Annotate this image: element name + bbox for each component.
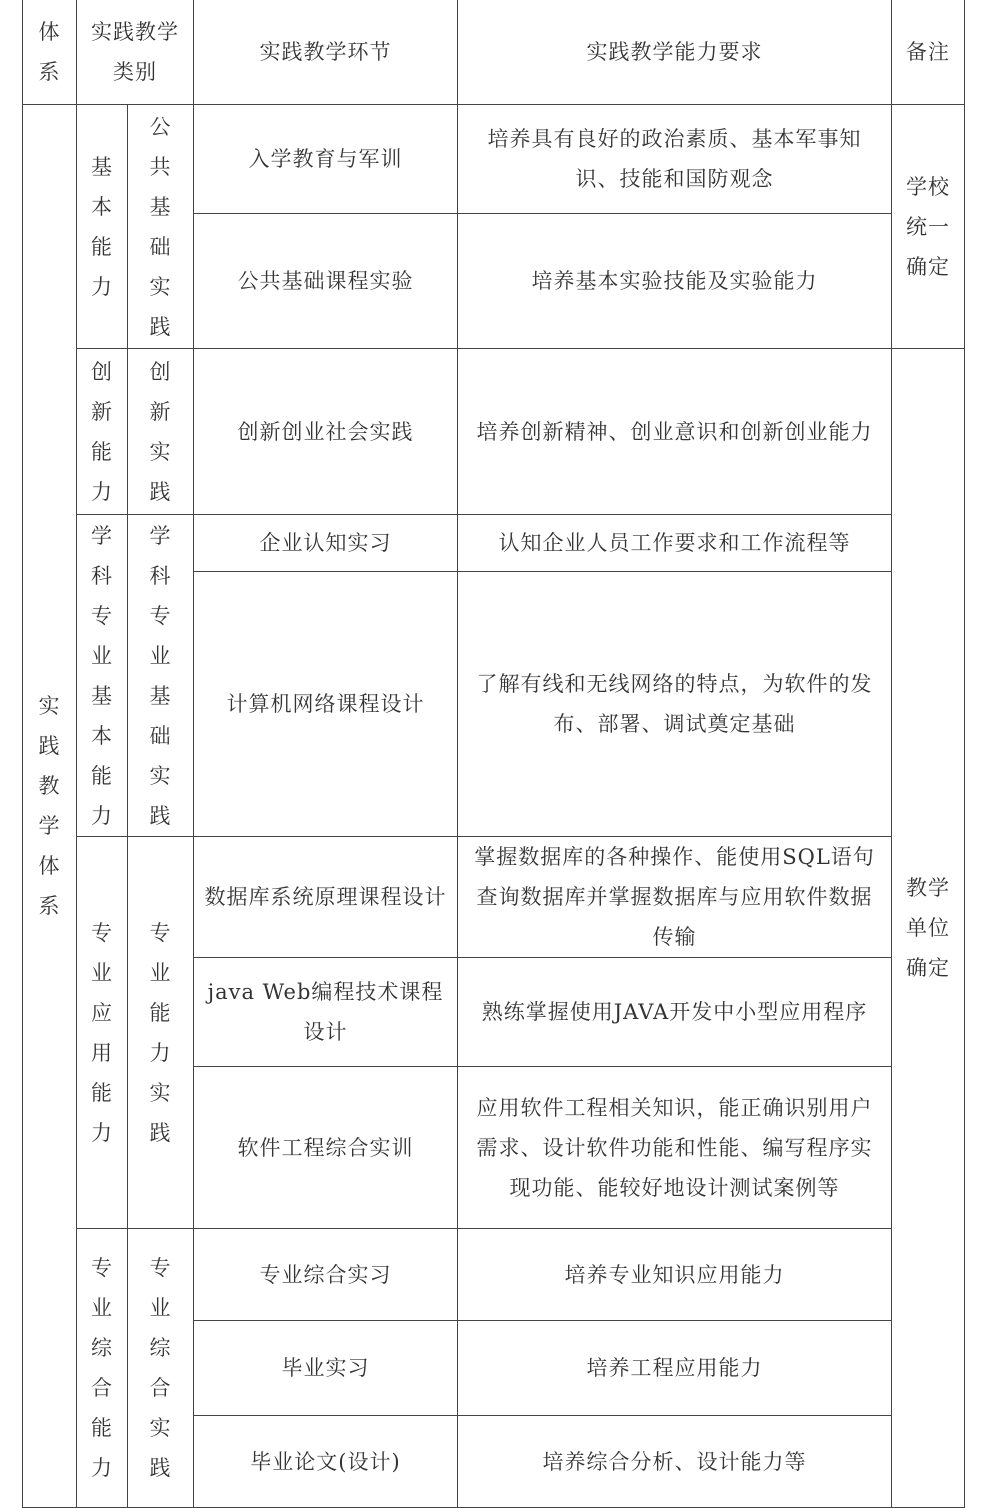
category-discipline: 学科专业基础实践 [128, 515, 194, 837]
requirement-cell: 培养专业知识应用能力 [458, 1229, 892, 1321]
ability-innovation: 创新能力 [77, 349, 128, 515]
requirement-cell: 熟练掌握使用JAVA开发中小型应用程序 [458, 958, 892, 1067]
ability-basic: 基本能力 [77, 105, 128, 349]
link-cell: 数据库系统原理课程设计 [194, 837, 458, 958]
link-cell: 入学教育与军训 [194, 105, 458, 214]
category-innovation: 创新实践 [128, 349, 194, 515]
remark-school: 学校统一确定 [892, 105, 965, 349]
header-category: 实践教学类别 [77, 0, 194, 105]
link-cell: 毕业论文(设计) [194, 1416, 458, 1508]
requirement-cell: 培养工程应用能力 [458, 1321, 892, 1416]
category-application: 专业能力实践 [128, 837, 194, 1229]
practice-teaching-table [22, 0, 965, 1508]
link-cell: 软件工程综合实训 [194, 1067, 458, 1229]
category-basic: 公共基础实践 [128, 105, 194, 349]
category-comprehensive: 专业综合实践 [128, 1229, 194, 1508]
requirement-cell: 培养具有良好的政治素质、基本军事知识、技能和国防观念 [458, 105, 892, 214]
requirement-cell: 培养创新精神、创业意识和创新创业能力 [458, 349, 892, 515]
requirement-cell: 认知企业人员工作要求和工作流程等 [458, 515, 892, 572]
header-remark: 备注 [892, 0, 965, 105]
header-row [23, 0, 965, 105]
link-cell: 毕业实习 [194, 1321, 458, 1416]
table-row [23, 349, 965, 515]
table-row [23, 515, 965, 572]
table-row [23, 105, 965, 214]
requirement-cell: 培养基本实验技能及实验能力 [458, 214, 892, 349]
ability-discipline: 学科专业基本能力 [77, 515, 128, 837]
table-row [23, 1229, 965, 1321]
remark-teaching-unit: 教学单位确定 [892, 349, 965, 1508]
requirement-cell: 培养综合分析、设计能力等 [458, 1416, 892, 1508]
link-cell: 计算机网络课程设计 [194, 572, 458, 837]
requirement-cell: 了解有线和无线网络的特点，为软件的发布、部署、调试奠定基础 [458, 572, 892, 837]
ability-comprehensive: 专业综合能力 [77, 1229, 128, 1508]
requirement-cell: 应用软件工程相关知识，能正确识别用户需求、设计软件功能和性能、编写程序实现功能、能较好地设计测试案例等 [458, 1067, 892, 1229]
link-cell: 专业综合实习 [194, 1229, 458, 1321]
link-cell: 企业认知实习 [194, 515, 458, 572]
header-link: 实践教学环节 [194, 0, 458, 105]
table-row [23, 837, 965, 958]
ability-application: 专业应用能力 [77, 837, 128, 1229]
header-system: 体系 [23, 0, 77, 105]
header-requirement: 实践教学能力要求 [458, 0, 892, 105]
system-label-cell: 实践教学体系 [23, 105, 77, 1508]
link-cell: java Web编程技术课程设计 [194, 958, 458, 1067]
link-cell: 公共基础课程实验 [194, 214, 458, 349]
requirement-cell: 掌握数据库的各种操作、能使用SQL语句查询数据库并掌握数据库与应用软件数据传输 [458, 837, 892, 958]
link-cell: 创新创业社会实践 [194, 349, 458, 515]
